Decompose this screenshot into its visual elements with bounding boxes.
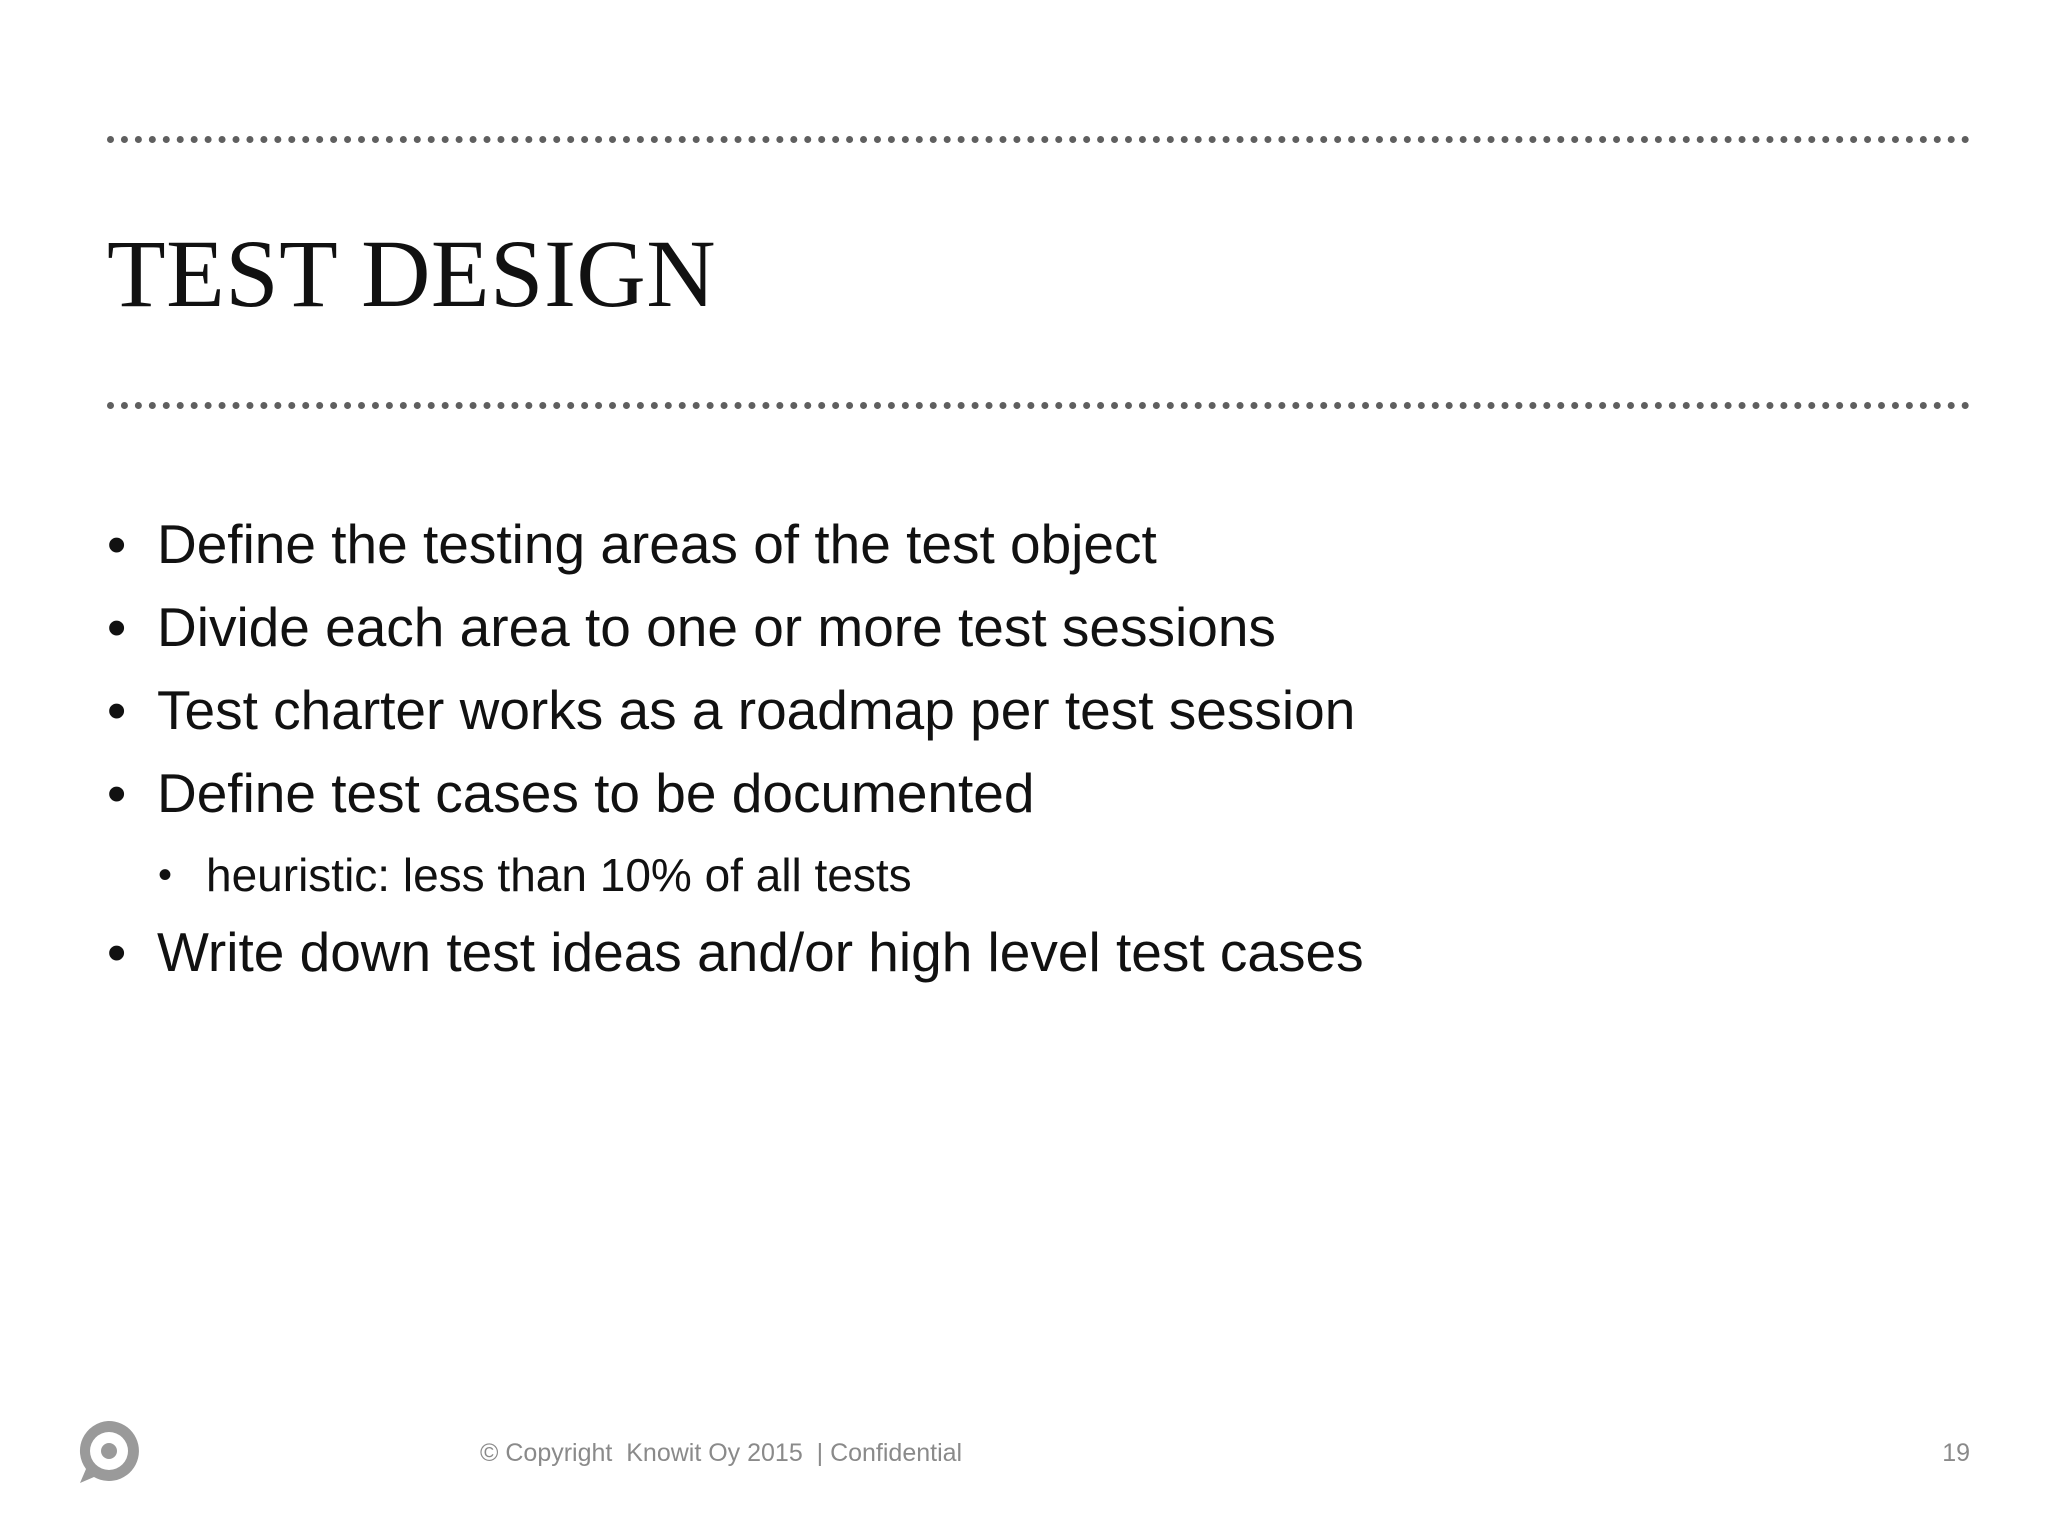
bullet-text: Divide each area to one or more test sessions xyxy=(157,596,1276,658)
bullet-marker: • xyxy=(107,679,127,741)
bullet-text: Define the testing areas of the test object xyxy=(157,513,1157,575)
bullet-marker: • xyxy=(107,921,127,983)
bullet-text: Write down test ideas and/or high level test cases xyxy=(157,921,1364,983)
bullet-marker: • xyxy=(107,762,127,824)
bullet-list xyxy=(107,0,1967,1536)
page-number: 19 xyxy=(1942,1439,1970,1467)
sub-bullet-text: heuristic: less than 10% of all tests xyxy=(206,849,912,901)
sub-bullet-marker: • xyxy=(158,853,173,897)
bullet-marker: • xyxy=(107,513,127,575)
bullet-marker: • xyxy=(107,596,127,658)
slide-title: TEST DESIGN xyxy=(107,220,717,327)
knowit-logo-icon xyxy=(72,1415,144,1487)
footer-copyright: © Copyright Knowit Oy 2015 | Confidential xyxy=(480,1439,963,1467)
bullet-text: Define test cases to be documented xyxy=(157,762,1035,824)
bullet-text: Test charter works as a roadmap per test session xyxy=(157,679,1356,741)
